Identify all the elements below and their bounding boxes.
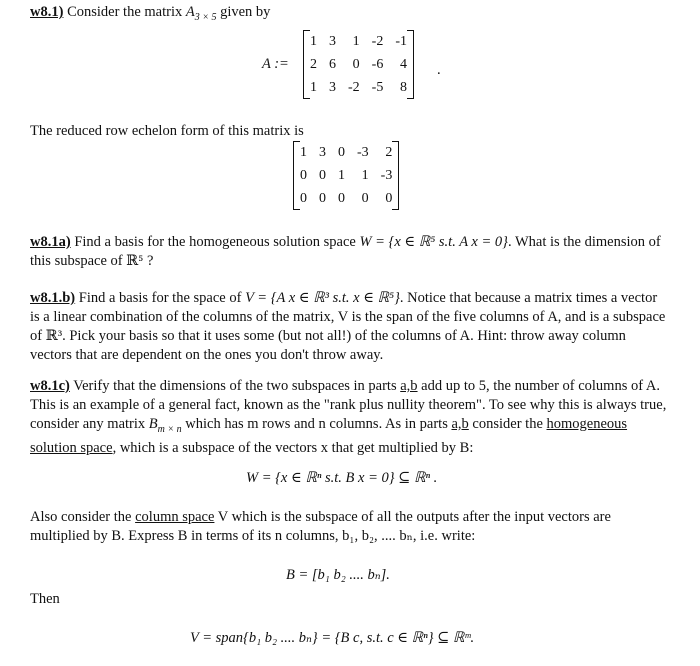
rref-cell: -3: [380, 167, 393, 183]
part-c-text3: which has m rows and n columns. As in parts: [181, 416, 452, 432]
rref-row: [294, 141, 398, 164]
rref-cell: 1: [300, 144, 307, 160]
rref-caption: The reduced row echelon form of this matrix is: [30, 123, 304, 139]
matrix-A-cell: 4: [400, 56, 408, 72]
part-a: [30, 233, 670, 271]
matrix-A-cell: 3: [329, 33, 336, 49]
matrix-A-cell: 3: [329, 79, 336, 95]
rref-cell: 0: [300, 190, 307, 206]
also-text2: V which is the subspace of all the outputs after the input vectors are multiplied by B. Express B in terms of its n columns, b₁, b₂, .... bₙ, i.e. write:: [30, 509, 611, 544]
rref-cell: 0: [338, 190, 345, 206]
then-label: Then: [30, 591, 60, 607]
rref-cell: 0: [300, 167, 307, 183]
matrix-A-row: [304, 30, 413, 53]
intro-line: [30, 4, 270, 23]
also-text1: Also consider the: [30, 509, 136, 525]
rref-cell: 1: [361, 167, 369, 183]
part-a-math: W = {x ∈ ℝ⁵ s.t. A x = 0}: [359, 234, 508, 250]
part-c-text1: Verify that the dimensions of the two subspaces in parts: [69, 378, 401, 394]
parts-ref-2: a,b: [451, 416, 469, 432]
equation-V: V = span{b₁ b₂ .... bₙ} = {B c, s.t. c ∈ ℝⁿ} ⊆ ℝᵐ.: [190, 630, 475, 646]
equation-W: W = {x ∈ ℝⁿ s.t. B x = 0} ⊆ ℝⁿ .: [246, 470, 438, 486]
rref-cell: 0: [319, 190, 326, 206]
matrix-A-cell: -1: [395, 33, 408, 49]
rref-matrix: [293, 141, 399, 210]
part-a-text2: . What is the dimension of this subspace of ℝ⁵ ?: [30, 234, 661, 269]
matrix-A-cell: 1: [310, 79, 317, 95]
part-b-text2: . Notice that because a matrix times a vector is a linear combination of the columns of the matrix, V is the span of the five columns of A, and is a subspace of ℝ³. Pick your basis so that it uses some (but not all!) of the columns of A. Hint: throw away column vectors that are dependent on the ones you don't throw away.: [30, 290, 666, 363]
rref-cell: 0: [361, 190, 369, 206]
part-c: [30, 377, 670, 458]
rref-cell: 0: [385, 190, 393, 206]
matrix-B: B: [148, 416, 158, 432]
matrix-A: [303, 30, 414, 99]
matrix-A-row: [304, 53, 413, 76]
also-paragraph: [30, 508, 670, 546]
matrix-A-cell: -5: [371, 79, 384, 95]
rref-cell: 1: [338, 167, 345, 183]
rref-cell: 3: [319, 144, 326, 160]
matrix-A-cell: -2: [348, 79, 360, 95]
part-b-text1: Find a basis for the space of: [75, 290, 246, 306]
matrix-A-cell: 6: [329, 56, 336, 72]
problem-label: w8.1): [30, 4, 64, 20]
matrix-A-row: [304, 76, 413, 99]
part-a-text1: Find a basis for the homogeneous solution space: [70, 234, 360, 250]
matrix-A-cell: 1: [352, 33, 360, 49]
matrix-A-cell: -6: [371, 56, 384, 72]
parts-ref: a,b: [400, 378, 418, 394]
part-c-text4: consider the: [468, 416, 547, 432]
part-b-math: V = {A x ∈ ℝ³ s.t. x ∈ ℝ⁵}: [245, 290, 400, 306]
rref-row: [294, 164, 398, 187]
part-c-text5: , which is a subspace of the vectors x that get multiplied by B:: [112, 439, 474, 456]
homogeneous-solution-space: homogeneous solution space: [30, 416, 628, 456]
matrix-A-cell: 1: [310, 33, 317, 49]
rref-cell: 0: [319, 167, 326, 183]
matrix-A-period: .: [437, 62, 441, 78]
rref-cell: 0: [338, 144, 345, 160]
matrix-dims: 3 × 5: [194, 11, 217, 23]
rref-row: [294, 187, 398, 210]
matrix-B-dims: m × n: [157, 423, 182, 435]
part-c-text2: add up to 5, the number of columns of A. This is an example of a general fact, known as the "rank plus nullity theorem". To see why this is always true, consider any matrix: [30, 378, 667, 432]
intro-text: Consider the matrix: [63, 4, 186, 20]
intro-text-after: given by: [216, 4, 271, 20]
equation-B: B = [b₁ b₂ .... bₙ].: [286, 567, 390, 583]
rref-cell: 2: [385, 144, 393, 160]
matrix-A-cell: 0: [352, 56, 360, 72]
column-space: column space: [135, 509, 215, 525]
matrix-A-lhs: A :=: [262, 56, 289, 72]
part-a-label: w8.1a): [30, 234, 71, 250]
part-b: [30, 289, 670, 365]
matrix-A-cell: -2: [371, 33, 384, 49]
matrix-A-cell: 2: [310, 56, 317, 72]
matrix-A-cell: 8: [400, 79, 408, 95]
part-b-label: w8.1.b): [30, 290, 76, 306]
rref-cell: -3: [357, 144, 369, 160]
matrix-name: A: [185, 4, 195, 20]
part-c-label: w8.1c): [30, 378, 70, 394]
